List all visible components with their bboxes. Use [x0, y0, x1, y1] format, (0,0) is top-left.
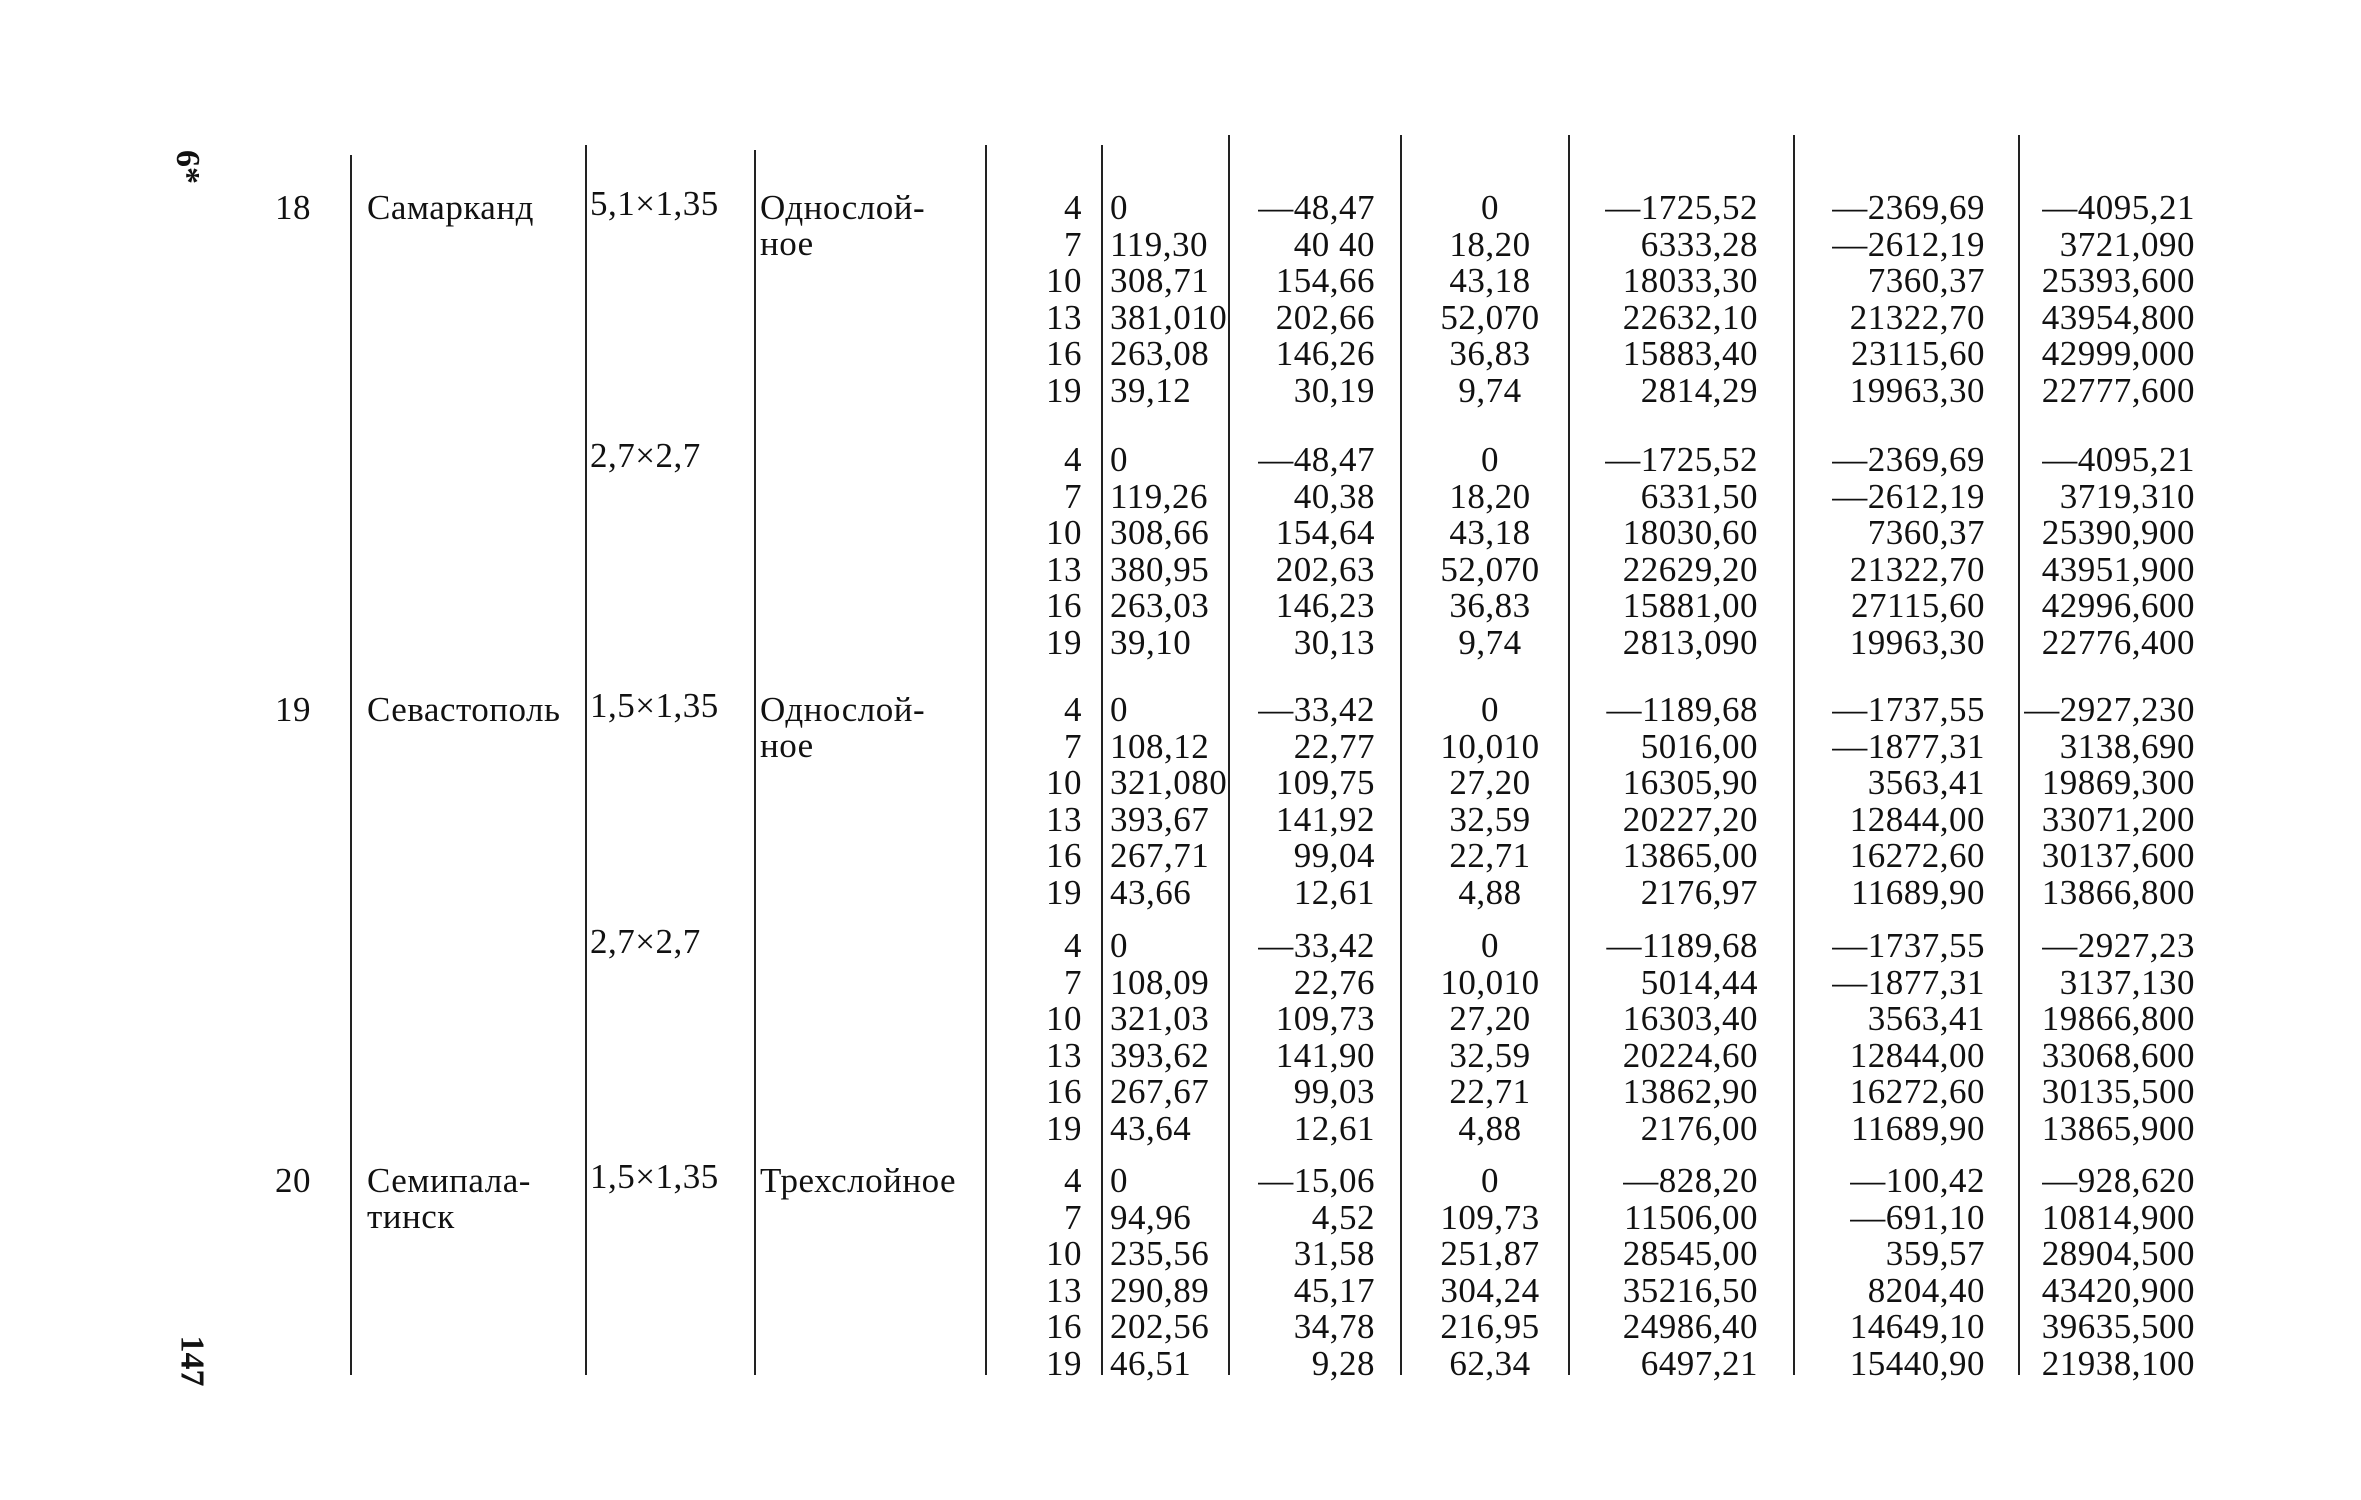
c1-cell: 94,96: [1110, 1197, 1192, 1237]
c4-cell: 20227,20: [1622, 799, 1758, 839]
c6-cell: 21938,100: [2041, 1343, 2195, 1383]
c2-cell: 99,03: [1293, 1072, 1375, 1111]
c2-cell: 31,58: [1293, 1234, 1375, 1273]
c4-cell: 28545,00: [1622, 1234, 1758, 1273]
c5-cell: 8204,40: [1867, 1270, 1985, 1310]
c2-cell: 12,61: [1293, 872, 1375, 912]
hour-cell: 7: [1064, 224, 1082, 264]
c3-cell: 18,20: [1449, 224, 1531, 264]
c5-cell: 14649,10: [1849, 1307, 1985, 1346]
c1-cell: 263,08: [1110, 334, 1210, 373]
c5-cell: 3563,41: [1867, 999, 1985, 1038]
c4-cell: 16305,90: [1622, 763, 1758, 802]
c2-cell: —33,42: [1258, 690, 1375, 729]
c6-cell: 43951,900: [2041, 549, 2195, 589]
c6-cell: 19869,300: [2041, 763, 2195, 802]
c2-cell: 99,04: [1293, 836, 1375, 875]
c3-cell: 251,87: [1440, 1234, 1540, 1273]
c6-cell: 39635,500: [2041, 1307, 2195, 1346]
c1-cell: 380,95: [1110, 549, 1210, 589]
c1-cell: 393,67: [1110, 799, 1210, 839]
column-rule: [1400, 135, 1402, 1375]
c4-cell: 15883,40: [1622, 334, 1758, 373]
c2-cell: 30,19: [1293, 370, 1375, 410]
c1-cell: 393,62: [1110, 1035, 1210, 1075]
c5-cell: 11689,90: [1851, 1108, 1985, 1148]
c4-cell: 16303,40: [1622, 999, 1758, 1038]
c3-cell: 52,070: [1440, 297, 1540, 337]
c1-cell: 119,26: [1110, 476, 1208, 516]
type-value: Однослой-: [760, 188, 926, 227]
c5-cell: 11689,90: [1851, 872, 1985, 912]
c2-cell: —33,42: [1258, 926, 1375, 965]
c4-cell: 6497,21: [1640, 1343, 1758, 1383]
hour-cell: 16: [1046, 1307, 1082, 1346]
c2-cell: —15,06: [1258, 1161, 1375, 1200]
c2-cell: —48,47: [1258, 188, 1375, 227]
c4-cell: 24986,40: [1622, 1307, 1758, 1346]
c1-cell: 0: [1110, 440, 1128, 479]
hour-cell: 13: [1046, 297, 1082, 337]
c5-cell: —1737,55: [1832, 926, 1985, 965]
c1-cell: 0: [1110, 926, 1128, 965]
type-value: ное: [760, 726, 814, 765]
c1-cell: 202,56: [1110, 1307, 1210, 1346]
c6-cell: 3719,310: [2059, 476, 2195, 516]
c4-cell: 5014,44: [1640, 962, 1758, 1002]
c2-cell: 40 40: [1293, 224, 1375, 264]
city-name: тинск: [367, 1197, 455, 1236]
c6-cell: —4095,21: [2042, 440, 2195, 479]
c2-cell: 22,77: [1293, 726, 1375, 766]
c4-cell: 2813,090: [1622, 622, 1758, 662]
c6-cell: —2927,23: [2042, 926, 2195, 965]
city-name: Семипала-: [367, 1161, 531, 1200]
c2-cell: 4,52: [1311, 1197, 1375, 1237]
hour-cell: 13: [1046, 799, 1082, 839]
c1-cell: 0: [1110, 690, 1128, 729]
c5-cell: 7360,37: [1867, 261, 1985, 300]
c5-cell: 27115,60: [1851, 586, 1985, 625]
c2-cell: 40,38: [1293, 476, 1375, 516]
c1-cell: 321,080: [1110, 763, 1228, 802]
c1-cell: 381,010: [1110, 297, 1228, 337]
c6-cell: 3721,090: [2059, 224, 2195, 264]
c1-cell: 267,67: [1110, 1072, 1210, 1111]
c2-cell: 22,76: [1293, 962, 1375, 1002]
type-value: Трехслойное: [760, 1161, 957, 1200]
c3-cell: 62,34: [1449, 1343, 1531, 1383]
hour-cell: 13: [1046, 549, 1082, 589]
c2-cell: 9,28: [1311, 1343, 1375, 1383]
c2-cell: 146,23: [1275, 586, 1375, 625]
c4-cell: 13865,00: [1622, 836, 1758, 875]
c4-cell: —1189,68: [1606, 690, 1758, 729]
c1-cell: 290,89: [1110, 1270, 1210, 1310]
c5-cell: 19963,30: [1849, 370, 1985, 410]
c6-cell: 43954,800: [2041, 297, 2195, 337]
c2-cell: 109,73: [1275, 999, 1375, 1038]
c3-cell: 0: [1481, 188, 1499, 227]
c1-cell: 0: [1110, 188, 1128, 227]
hour-cell: 10: [1046, 513, 1082, 552]
hour-cell: 16: [1046, 334, 1082, 373]
c4-cell: 2176,97: [1640, 872, 1758, 912]
c5-cell: 12844,00: [1849, 799, 1985, 839]
c3-cell: 36,83: [1449, 586, 1531, 625]
c1-cell: 39,10: [1110, 622, 1192, 662]
hour-cell: 7: [1064, 1197, 1082, 1237]
c5-cell: 359,57: [1885, 1234, 1985, 1273]
c5-cell: 21322,70: [1849, 549, 1985, 589]
c6-cell: —4095,21: [2042, 188, 2195, 227]
hour-cell: 19: [1046, 1343, 1082, 1383]
c6-cell: —2927,230: [2024, 690, 2195, 729]
row-number: 20: [275, 1161, 311, 1200]
c3-cell: 32,59: [1449, 799, 1531, 839]
hour-cell: 4: [1064, 690, 1082, 729]
c6-cell: 30135,500: [2041, 1072, 2195, 1111]
c4-cell: 13862,90: [1622, 1072, 1758, 1111]
c3-cell: 22,71: [1449, 1072, 1531, 1111]
hour-cell: 19: [1046, 622, 1082, 662]
column-rule: [1101, 145, 1103, 1375]
c5-cell: —2369,69: [1832, 188, 1985, 227]
c4-cell: 22629,20: [1622, 549, 1758, 589]
row-number: 18: [275, 188, 311, 227]
c5-cell: —2369,69: [1832, 440, 1985, 479]
city-name: Севастополь: [367, 690, 561, 729]
signature-mark: 6*: [169, 150, 206, 184]
hour-cell: 7: [1064, 962, 1082, 1002]
c2-cell: 45,17: [1293, 1270, 1375, 1310]
hour-cell: 13: [1046, 1035, 1082, 1075]
c5-cell: 19963,30: [1849, 622, 1985, 662]
hour-cell: 10: [1046, 999, 1082, 1038]
c2-cell: 146,26: [1275, 334, 1375, 373]
hour-cell: 7: [1064, 726, 1082, 766]
c2-cell: 141,92: [1275, 799, 1375, 839]
c4-cell: 2814,29: [1640, 370, 1758, 410]
c1-cell: 0: [1110, 1161, 1128, 1200]
c3-cell: 32,59: [1449, 1035, 1531, 1075]
c4-cell: —1725,52: [1605, 440, 1758, 479]
c6-cell: 10814,900: [2041, 1197, 2195, 1237]
c6-cell: 25393,600: [2041, 261, 2195, 300]
c3-cell: 27,20: [1449, 999, 1531, 1038]
hour-cell: 10: [1046, 763, 1082, 802]
c2-cell: 109,75: [1275, 763, 1375, 802]
c6-cell: 22776,400: [2041, 622, 2195, 662]
c4-cell: 18033,30: [1622, 261, 1758, 300]
c6-cell: 3137,130: [2059, 962, 2195, 1002]
c5-cell: 15440,90: [1849, 1343, 1985, 1383]
c5-cell: 7360,37: [1867, 513, 1985, 552]
c4-cell: 2176,00: [1640, 1108, 1758, 1148]
size-value: 2,7×2,7: [590, 436, 701, 475]
c3-cell: 0: [1481, 1161, 1499, 1200]
size-value: 5,1×1,35: [590, 184, 719, 223]
c3-cell: 304,24: [1440, 1270, 1540, 1310]
c4-cell: —1189,68: [1606, 926, 1758, 965]
c5-cell: —2612,19: [1832, 224, 1985, 264]
size-value: 1,5×1,35: [590, 686, 719, 725]
c6-cell: 33071,200: [2041, 799, 2195, 839]
c3-cell: 52,070: [1440, 549, 1540, 589]
c5-cell: 3563,41: [1867, 763, 1985, 802]
c2-cell: 30,13: [1293, 622, 1375, 662]
c3-cell: 27,20: [1449, 763, 1531, 802]
c2-cell: 202,66: [1275, 297, 1375, 337]
c2-cell: 141,90: [1275, 1035, 1375, 1075]
c4-cell: —828,20: [1623, 1161, 1758, 1200]
c6-cell: 42999,000: [2041, 334, 2195, 373]
c3-cell: 36,83: [1449, 334, 1531, 373]
c1-cell: 321,03: [1110, 999, 1210, 1038]
c6-cell: 33068,600: [2041, 1035, 2195, 1075]
c3-cell: 216,95: [1440, 1307, 1540, 1346]
c3-cell: 9,74: [1458, 622, 1522, 662]
c5-cell: —2612,19: [1832, 476, 1985, 516]
c6-cell: 28904,500: [2041, 1234, 2195, 1273]
c1-cell: 108,12: [1110, 726, 1210, 766]
size-value: 1,5×1,35: [590, 1157, 719, 1196]
c3-cell: 4,88: [1458, 872, 1522, 912]
hour-cell: 4: [1064, 1161, 1082, 1200]
c2-cell: —48,47: [1258, 440, 1375, 479]
c4-cell: 5016,00: [1640, 726, 1758, 766]
hour-cell: 4: [1064, 926, 1082, 965]
c3-cell: 109,73: [1440, 1197, 1540, 1237]
hour-cell: 19: [1046, 370, 1082, 410]
c3-cell: 9,74: [1458, 370, 1522, 410]
c1-cell: 308,71: [1110, 261, 1210, 300]
hour-cell: 4: [1064, 188, 1082, 227]
type-value: Однослой-: [760, 690, 926, 729]
c3-cell: 22,71: [1449, 836, 1531, 875]
c2-cell: 202,63: [1275, 549, 1375, 589]
c2-cell: 154,64: [1275, 513, 1375, 552]
hour-cell: 7: [1064, 476, 1082, 516]
hour-cell: 10: [1046, 1234, 1082, 1273]
page-number: 147: [173, 1335, 211, 1387]
c1-cell: 46,51: [1110, 1343, 1192, 1383]
hour-cell: 16: [1046, 1072, 1082, 1111]
c1-cell: 119,30: [1110, 224, 1208, 264]
c4-cell: 35216,50: [1622, 1270, 1758, 1310]
hour-cell: 13: [1046, 1270, 1082, 1310]
c5-cell: 21322,70: [1849, 297, 1985, 337]
c3-cell: 10,010: [1440, 726, 1540, 766]
c5-cell: 16272,60: [1849, 836, 1985, 875]
type-value: ное: [760, 224, 814, 263]
c1-cell: 267,71: [1110, 836, 1210, 875]
size-value: 2,7×2,7: [590, 922, 701, 961]
c4-cell: 22632,10: [1622, 297, 1758, 337]
c4-cell: 15881,00: [1622, 586, 1758, 625]
c6-cell: 13866,800: [2041, 872, 2195, 912]
c5-cell: 16272,60: [1849, 1072, 1985, 1111]
c3-cell: 18,20: [1449, 476, 1531, 516]
c4-cell: 18030,60: [1622, 513, 1758, 552]
c1-cell: 39,12: [1110, 370, 1192, 410]
hour-cell: 10: [1046, 261, 1082, 300]
c5-cell: —1737,55: [1832, 690, 1985, 729]
hour-cell: 19: [1046, 1108, 1082, 1148]
c2-cell: 154,66: [1275, 261, 1375, 300]
c6-cell: 42996,600: [2041, 586, 2195, 625]
c4-cell: 20224,60: [1622, 1035, 1758, 1075]
c4-cell: —1725,52: [1605, 188, 1758, 227]
c2-cell: 12,61: [1293, 1108, 1375, 1148]
c3-cell: 0: [1481, 440, 1499, 479]
c2-cell: 34,78: [1293, 1307, 1375, 1346]
c5-cell: —691,10: [1850, 1197, 1985, 1237]
c5-cell: —1877,31: [1832, 962, 1985, 1002]
hour-cell: 16: [1046, 586, 1082, 625]
c4-cell: 6333,28: [1640, 224, 1758, 264]
c5-cell: —100,42: [1850, 1161, 1985, 1200]
c6-cell: 13865,900: [2041, 1108, 2195, 1148]
c3-cell: 0: [1481, 926, 1499, 965]
c4-cell: 6331,50: [1640, 476, 1758, 516]
c1-cell: 308,66: [1110, 513, 1210, 552]
c3-cell: 0: [1481, 690, 1499, 729]
c6-cell: 25390,900: [2041, 513, 2195, 552]
c5-cell: 12844,00: [1849, 1035, 1985, 1075]
c1-cell: 43,66: [1110, 872, 1192, 912]
c6-cell: —928,620: [2042, 1161, 2195, 1200]
c6-cell: 30137,600: [2041, 836, 2195, 875]
c3-cell: 10,010: [1440, 962, 1540, 1002]
c6-cell: 3138,690: [2059, 726, 2195, 766]
row-number: 19: [275, 690, 311, 729]
c4-cell: 11506,00: [1624, 1197, 1758, 1237]
c5-cell: —1877,31: [1832, 726, 1985, 766]
c1-cell: 43,64: [1110, 1108, 1192, 1148]
c6-cell: 19866,800: [2041, 999, 2195, 1038]
c1-cell: 235,56: [1110, 1234, 1210, 1273]
hour-cell: 19: [1046, 872, 1082, 912]
c3-cell: 43,18: [1449, 261, 1531, 300]
hour-cell: 4: [1064, 440, 1082, 479]
c1-cell: 263,03: [1110, 586, 1210, 625]
c6-cell: 22777,600: [2041, 370, 2195, 410]
c3-cell: 43,18: [1449, 513, 1531, 552]
hour-cell: 16: [1046, 836, 1082, 875]
c1-cell: 108,09: [1110, 962, 1210, 1002]
city-name: Самарканд: [367, 188, 534, 227]
c5-cell: 23115,60: [1851, 334, 1985, 373]
column-rule: [1568, 135, 1570, 1375]
c6-cell: 43420,900: [2041, 1270, 2195, 1310]
c3-cell: 4,88: [1458, 1108, 1522, 1148]
